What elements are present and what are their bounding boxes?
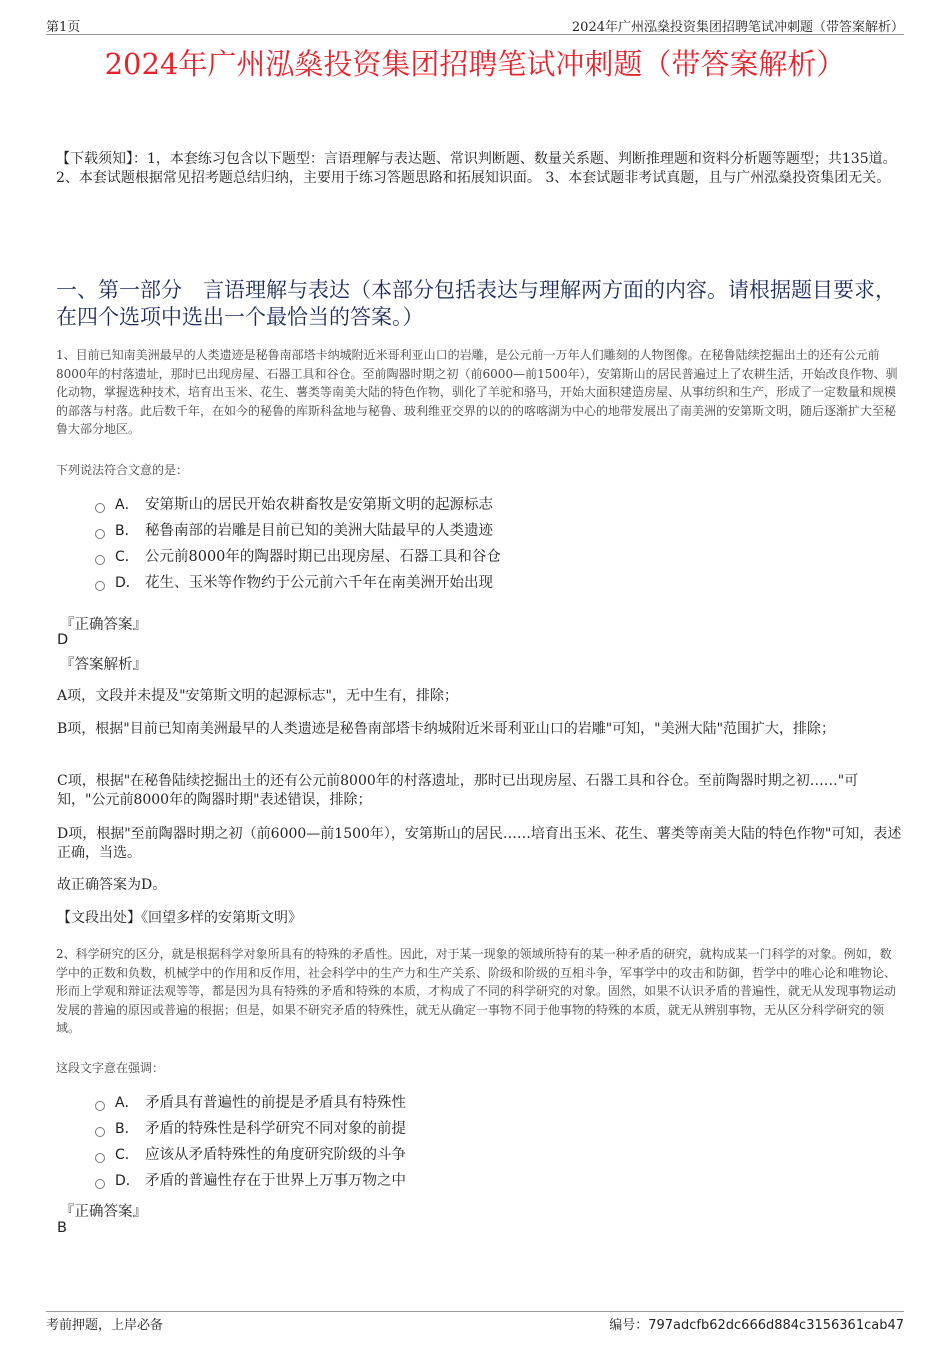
q1-source: 【文段出处】《回望多样的安第斯文明》 [57,910,302,926]
footer-slogan: 考前押题，上岸必备 [46,1318,164,1333]
q1-analysis-d: D项，根据"至前陶器时期之初（前6000—前1500年），安第斯山的居民……培育出玉米、花生、薯类等南美大陆的特色作物"可知，表述正确，当选。 [57,826,902,861]
q1-analysis-c: C项，根据"在秘鲁陆续挖掘出土的还有公元前8000年的村落遗址，那时已出现房屋、石器工具和谷仓。至前陶器时期之初……"可知，"公元前8000年的陶器时期"表述错误，排除； [57,773,859,808]
section-heading: 一、第一部分 言语理解与表达（本部分包括表达与理解两方面的内容。请根据题目要求，在四个选项中选出一个最恰当的答案。） [56,278,896,329]
radio-icon[interactable] [95,581,105,591]
q1-option-a[interactable]: A． 安第斯山的居民开始农耕畜牧是安第斯文明的起源标志 [95,495,493,515]
radio-icon[interactable] [95,555,105,565]
radio-icon[interactable] [95,1101,105,1111]
q1-answer: D [57,632,69,648]
radio-icon[interactable] [95,503,105,513]
q2-answer-label: 『正确答案』 [60,1204,147,1220]
q1-analysis-b: B项，根据"目前已知南美洲最早的人类遗迹是秘鲁南部塔卡纳城附近米哥利亚山口的岩雕"可知，"美洲大陆"范围扩大，排除； [57,721,836,737]
q2-prompt: 这段文字意在强调： [56,1061,165,1075]
q2-passage: 2、科学研究的区分，就是根据科学对象所具有的特殊的矛盾性。因此，对于某一现象的领域所特有的某一种矛盾的研究，就构成某一门科学的对象。例如，数学中的正数和负数，机械学中的作用和反作用，社会科学中的生产力和生产关系、阶级和阶级的互相斗争，军事学中的攻击和防御，哲学中的唯心论和唯物论、形而上学观和辩证法观等等，都是因为具有特殊的矛盾和特殊的本质，才构成了不同的科学研究的对象。固然，如果不认识矛盾的普遍性，就无从发现事物运动发展的普遍的原因或普遍的根据；但是，如果不研究矛盾的特殊性，就无从确定一事物不同于他事物的特殊的本质，就无从辨别事物，无从区分科学研究的领域。 [56,947,897,1035]
radio-icon[interactable] [95,1179,105,1189]
q1-option-b[interactable]: B． 秘鲁南部的岩雕是目前已知的美洲大陆最早的人类遗迹 [95,521,493,541]
page-number: 第1页 [46,20,81,35]
q1-prompt: 下列说法符合文意的是： [56,463,189,477]
page-footer [46,1311,904,1333]
header-doc-title: 2024年广州泓燊投资集团招聘笔试冲刺题（带答案解析） [571,20,904,35]
q2-option-d[interactable]: D． 矛盾的普遍性存在于世界上万事万物之中 [95,1171,406,1191]
q1-conclusion: 故正确答案为D。 [57,877,167,893]
q2-option-c[interactable]: C． 应该从矛盾特殊性的角度研究阶级的斗争 [95,1145,406,1165]
footer-code [609,1314,904,1333]
radio-icon[interactable] [95,529,105,539]
q1-passage: 1、目前已知南美洲最早的人类遗迹是秘鲁南部塔卡纳城附近米哥利亚山口的岩雕，是公元前一万年人们雕刻的人物图像。在秘鲁陆续挖掘出土的还有公元前8000年的村落遗址，那时已出现房屋、石器工具和谷仓。至前陶器时期之初（前6000—前1500年），安第斯山的居民普遍过上了农耕生活，开始改良作物、驯化动物，掌握选种技术，培育出玉米、花生、薯类等南美大陆的特色作物，驯化了羊驼和骆马，开始大面积建造房屋、从事纺织和生产，形成了一定数量和规模的部落与村落。此后数千年，在如今的秘鲁的库斯科盆地与秘鲁、玻利维亚交界的以的的喀喀湖为中心的地带发展出了南美洲的安第斯文明，随后逐渐扩大至秘鲁大部分地区。 [56,348,898,436]
q1-option-d[interactable]: D． 花生、玉米等作物约于公元前六千年在南美洲开始出现 [95,573,493,593]
q2-answer: B [57,1220,67,1236]
footer-code-label: 编号： [609,1318,649,1333]
q1-option-c[interactable]: C． 公元前8000年的陶器时期已出现房屋、石器工具和谷仓 [95,547,501,567]
page-title: 2024年广州泓燊投资集团招聘笔试冲刺题（带答案解析） [104,47,846,81]
q1-analysis-a: A项，文段并未提及"安第斯文明的起源标志"，无中生有，排除； [57,688,458,704]
radio-icon[interactable] [95,1153,105,1163]
footer-code-value: 797adcfb62dc666d884c3156361cab47 [648,1318,904,1333]
q2-option-a[interactable]: A． 矛盾具有普遍性的前提是矛盾具有特殊性 [95,1093,406,1113]
download-notice: 【下载须知】：1，本套练习包含以下题型：言语理解与表达题、常识判断题、数量关系题、判断推理题和资料分析题等题型；共135道。 2、本套试题根据常见招考题总结归纳，主要用于练习答题思路和拓展知识面。 3、本套试题非考试真题，且与广州泓燊投资集团无关。 [56,151,897,186]
radio-icon[interactable] [95,1127,105,1137]
q1-analysis-label: 『答案解析』 [60,657,147,673]
q1-answer-label: 『正确答案』 [60,617,147,633]
q2-option-b[interactable]: B． 矛盾的特殊性是科学研究不同对象的前提 [95,1119,406,1139]
page-header [46,14,904,35]
